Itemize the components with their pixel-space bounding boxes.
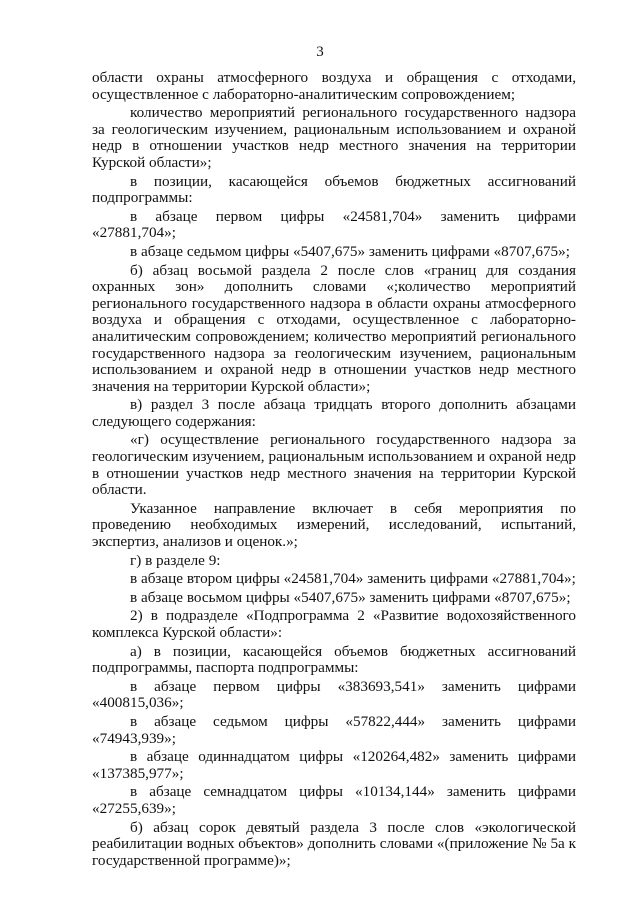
paragraph: в абзаце семнадцатом цифры «10134,144» заменить цифрами «27255,639»; xyxy=(92,783,576,817)
paragraph: в) раздел 3 после абзаца тридцать второго дополнить абзацами следующего содержания: xyxy=(92,396,576,430)
paragraph: б) абзац сорок девятый раздела 3 после слов «экологической реабилитации водных объектов» дополнить словами «(приложение № 5а к государственной программе)»; xyxy=(92,818,576,869)
paragraph: г) в разделе 9: xyxy=(130,551,221,569)
paragraph: 2) в подразделе «Подпрограмма 2 «Развитие водохозяйственного комплекса Курской области»: xyxy=(92,607,576,641)
document-body xyxy=(92,70,576,871)
paragraph: количество мероприятий регионального государственного надзора за геологическим изучением, рациональным использованием и охраной недр в отношении участков недр местного значения на территории Курской области»; xyxy=(92,104,576,171)
paragraph: б) абзац восьмой раздела 2 после слов «границ для создания охранных зон» дополнить словами «;количество мероприятий регионального государственного надзора в области охраны атмосферного воздуха и обращения с отходами, осуществленное с лабораторно-аналитическим сопровождением; количество мероприятий регионального государственного надзора за геологическим изучением, рациональным использованием и охраной недр в отношении участков недр местного значения на территории Курской области»; xyxy=(92,261,576,395)
paragraph: а) в позиции, касающейся объемов бюджетных ассигнований подпрограммы, паспорта подпрограммы: xyxy=(92,642,576,677)
paragraph: области охраны атмосферного воздуха и обращения с отходами, осуществленное с лабораторно-аналитическим сопровождением; xyxy=(92,69,576,103)
paragraph: в абзаце первом цифры «24581,704» заменить цифрами «27881,704»; xyxy=(92,207,576,242)
paragraph: в абзаце одиннадцатом цифры «120264,482» заменить цифрами «137385,977»; xyxy=(92,748,576,782)
paragraph: в абзаце первом цифры «383693,541» заменить цифрами «400815,036»; xyxy=(92,677,576,712)
paragraph: в абзаце втором цифры «24581,704» заменить цифрами «27881,704»; xyxy=(130,570,576,588)
paragraph: Указанное направление включает в себя мероприятия по проведению необходимых измерений, исследований, испытаний, экспертиз, анализов и оценок.»; xyxy=(92,499,576,551)
page-number: 3 xyxy=(316,44,324,60)
paragraph: в абзаце седьмом цифры «57822,444» заменить цифрами «74943,939»; xyxy=(92,712,576,747)
paragraph: в позиции, касающейся объемов бюджетных ассигнований подпрограммы: xyxy=(92,172,576,207)
paragraph: «г) осуществление регионального государственного надзора за геологическим изучением, рациональным использованием и охраной недр в отношении участков недр местного значения на территории Курской области. xyxy=(92,431,576,499)
paragraph: в абзаце восьмом цифры «5407,675» заменить цифрами «8707,675»; xyxy=(130,588,571,606)
paragraph: в абзаце седьмом цифры «5407,675» заменить цифрами «8707,675»; xyxy=(130,242,570,260)
